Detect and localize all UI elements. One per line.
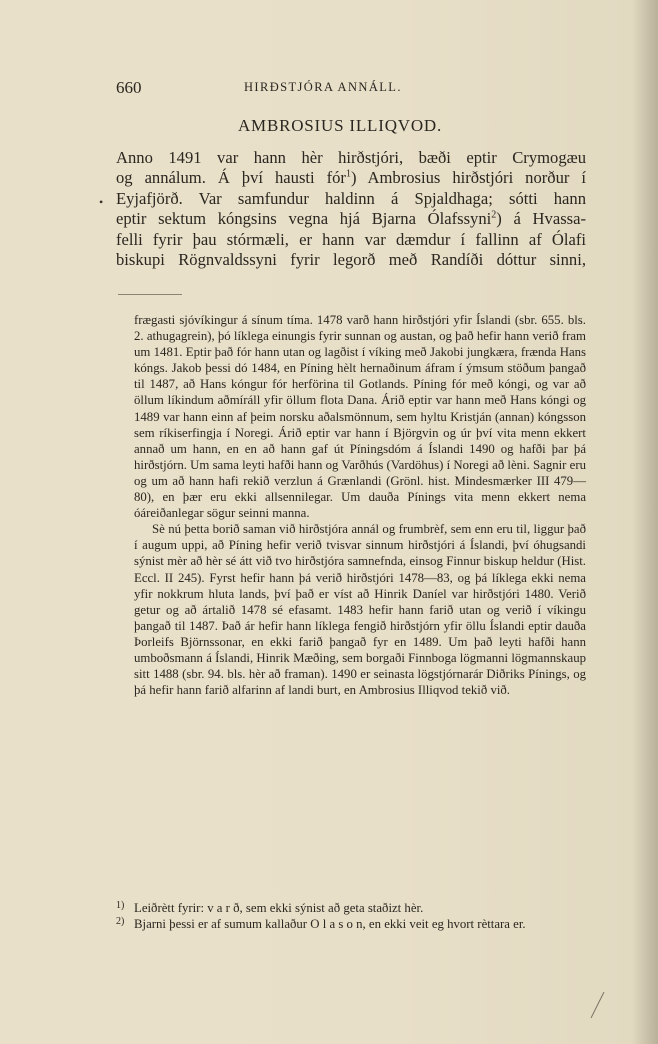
running-head: HIRÐSTJÓRA ANNÁLL. xyxy=(244,80,402,94)
main-line: Anno 1491 var hann hèr hirðstjóri, bæði eptir Crymogæu xyxy=(116,148,586,167)
footnote-item xyxy=(116,900,586,916)
main-line: eptir sektum kóngsins vegna hjá Bjarna Ólafssyni$^2$) á Hvassa- xyxy=(116,209,586,229)
footnote-divider xyxy=(118,294,182,295)
footnote-text: Bjarni þessi er af sumum kallaður O l a s o n, en ekki veit eg hvort rèttara er. xyxy=(134,917,526,932)
margin-mark: • xyxy=(99,195,104,209)
main-line: biskupi Rögnvaldssyni fyrir legorð með Randíði dóttur sinni, xyxy=(116,250,586,270)
section-title: AMBROSIUS ILLIQVOD. xyxy=(237,116,443,135)
footnote-paragraph: frægasti sjóvíkingur á sínum tíma. 1478 varð hann hirðstjóri yfir Íslandi (sbr. 655. bls. 2. athugagrein), þó líklega einungis fyrir sunnan og austan, og það hefir hann verið fram um 1481. Eptir það fór hann utan og lagðist í víking með Jakobi jungkæra, frænda Hans kóngs. Jakob þessi dó 1484, en Píning hèlt hernaðinum áfram í ýmsum stöðum þangað til 1487, að Hans kóngur fór herförina til Gotlands. Píning fór með kóngi, og var að öllum líkindum aðmíráll yfir öllum flota Dana. Árið eptir var hann með Hans kóngi og 1489 var hann einn af þeim norsku aðalsmönnum, sem hyltu Kristján (annan) kóngsson sem ríkiserfingja í Noregi. Árið eptir var hann í Björgvin og úr því vita menn ekkert annað um hann, en en að hann gaf út Píningsdóm á Íslandi 1490 og hafði þar þá hirðstjórn. Um sama leyti hafði hann og Varðhús (Vardöhus) í Noregi að lèni. Sagnir eru og um að hann hafi rekið verzlun á Grænlandi (Grönl. hist. Mindesmærker III 479—80), en þær eru ekki allsennilegar. Um dauða Pínings vita menn ekkert nema óáreiðanlegar sögur seinni manna. xyxy=(134,313,586,521)
footnote-ref: 1 xyxy=(345,168,351,180)
footnotes xyxy=(116,900,586,932)
footnote-ref: 2 xyxy=(491,209,497,221)
page-header xyxy=(116,78,586,100)
main-line: felli fyrir þau stórmæli, er hann var dæmdur í fallinn af Ólafi xyxy=(116,229,586,249)
footnote-item xyxy=(116,916,586,932)
pencil-mark-icon xyxy=(588,990,606,1020)
footnote-mark: 2) xyxy=(116,916,125,928)
main-line: og annálum. Á því hausti fór$^1$) Ambrosius hirðstjóri norður í xyxy=(116,168,586,188)
main-paragraph xyxy=(116,148,586,270)
footnote-paragraph: Sè nú þetta borið saman við hirðstjóra annál og frumbrèf, sem enn eru til, liggur það í augum uppi, að Píning hefir verið tvisvar sinnum hirðstjóri á Íslandi, því óhugsandi sýnist mèr að hèr sé átt við tvo hirðstjóra samnefnda, einsog Finnur biskup heldur (Hist. Eccl. II 245). Fyrst hefir hann þá verið hirðstjóri 1478—83, og þá líklega ekki nema yfir nokkrum hluta lands, því það er víst að Hinrik Daníel var hirðstjóri 1480. Verið getur og að ártalið 1478 sé efasamt. 1483 hefir hann farið utan og verið í víkingu þangað til 1487. Það ár hefir hann líklega fengið hirðstjórn yfir öllu Íslandi eptir dauða Þorleifs Björnssonar, en ekki farið þangað fyr en 1489. Um það leyti hafði hann umboðsmann á Íslandi, Hinrik Mæðing, sem borgaði Finnboga lögmanni lögmannskaup sitt 1488 (sbr. 94. bls. hèr að framan). 1490 er seinasta lögstjórnarár Diðriks Pínings, og þá hefir hann farið alfarinn af landi burt, en Ambrosius Illiqvod tekið við. xyxy=(134,522,586,698)
main-line: Eyjafjörð. Var samfundur haldinn á Spjaldhaga; sótti hann xyxy=(116,188,586,208)
footnote-continuation xyxy=(134,312,586,698)
page-number: 660 xyxy=(116,78,142,97)
footnote-mark: 1) xyxy=(116,900,125,911)
footnote-text: Leiðrètt fyrir: v a r ð, sem ekki sýnist að geta staðizt hèr. xyxy=(134,901,424,915)
